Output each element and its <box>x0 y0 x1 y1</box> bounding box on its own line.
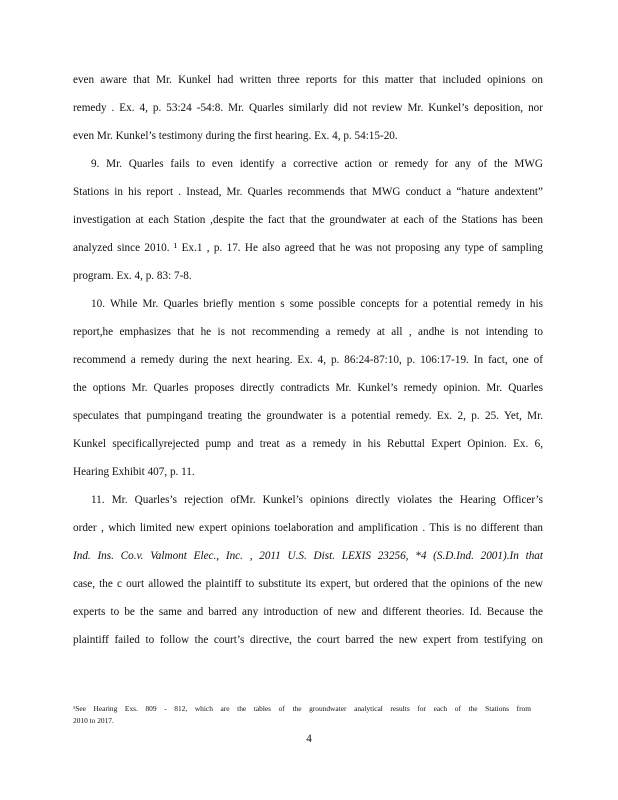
body-line: recommend a remedy during the next hearing. Ex. 4, p. 86:24-87:10, p. 106:17-19. In fact, one of <box>73 354 543 366</box>
body-line: report,he emphasizes that he is not recommending a remedy at all , andhe is not intending to <box>73 326 543 338</box>
body-line: Hearing Exhibit 407, p. 11. <box>73 466 195 478</box>
body-line: Stations in his report . Instead, Mr. Quarles recommends that MWG conduct a “hature andextent” <box>73 186 543 198</box>
body-line: even aware that Mr. Kunkel had written three reports for this matter that included opinions on <box>73 74 543 86</box>
paragraph-9-start: 9. Mr. Quarles fails to even identify a corrective action or remedy for any of the MWG <box>91 158 543 170</box>
footnote-line: 2010 to 2017. <box>73 716 114 725</box>
body-line: speculates that pumpingand treating the groundwater is a potential remedy. Ex. 2, p. 25. Yet, Mr. <box>73 410 543 422</box>
footnote-line: ¹See Hearing Exs. 809 - 812, which are the tables of the groundwater analytical results for each of the Stations from <box>73 704 531 713</box>
body-line: even Mr. Kunkel’s testimony during the first hearing. Ex. 4, p. 54:15-20. <box>73 130 398 142</box>
body-line: plaintiff failed to follow the court’s directive, the court barred the new expert from testifying on <box>73 634 543 646</box>
paragraph-10-start: 10. While Mr. Quarles briefly mention s some possible concepts for a potential remedy in his <box>91 298 543 310</box>
body-line: Kunkel specificallyrejected pump and treat as a remedy in his Rebuttal Expert Opinion. Ex. 6, <box>73 438 543 450</box>
body-line: the options Mr. Quarles proposes directly contradicts Mr. Kunkel’s remedy opinion. Mr. Quarles <box>73 382 543 394</box>
body-line: investigation at each Station ,despite the fact that the groundwater at each of the Stations has been <box>73 214 543 226</box>
paragraph-11-start: 11. Mr. Quarles’s rejection ofMr. Kunkel’s opinions directly violates the Hearing Officer’s <box>91 494 543 506</box>
body-line: program. Ex. 4, p. 83: 7-8. <box>73 270 192 282</box>
body-line: remedy . Ex. 4, p. 53:24 -54:8. Mr. Quarles similarly did not review Mr. Kunkel’s deposition, nor <box>73 102 543 114</box>
page-number: 4 <box>306 733 312 745</box>
case-citation-line: Ind. Ins. Co.v. Valmont Elec., Inc. , 2011 U.S. Dist. LEXIS 23256, *4 (S.D.Ind. 2001).In that <box>73 550 543 562</box>
body-line: analyzed since 2010. ¹ Ex.1 , p. 17. He also agreed that he was not proposing any type of sampling <box>73 242 543 254</box>
body-line: order , which limited new expert opinions toelaboration and amplification . This is no different than <box>73 522 543 534</box>
body-line: case, the c ourt allowed the plaintiff to substitute its expert, but ordered that the opinions of the new <box>73 578 543 590</box>
body-line: experts to be the same and barred any introduction of new and different theories. Id. Because the <box>73 606 543 618</box>
